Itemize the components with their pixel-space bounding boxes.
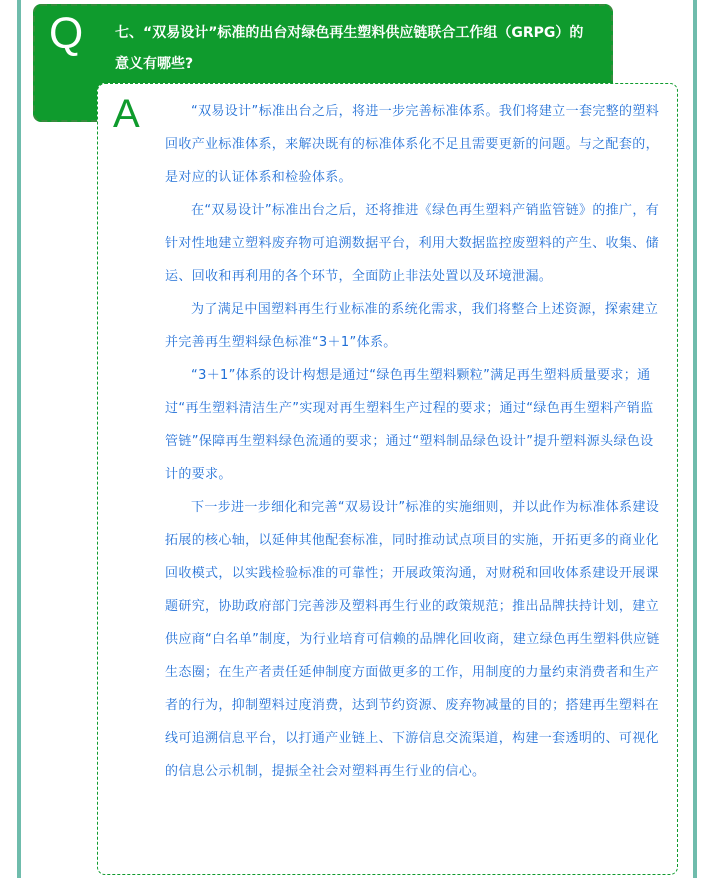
answer-paragraph: “双易设计”标准出台之后，将进一步完善标准体系。我们将建立一套完整的塑料回收产业标准体系，来解决既有的标准体系化不足且需要更新的问题。与之配套的，是对应的认证体系和检验体系。 bbox=[165, 104, 660, 185]
answer-box bbox=[97, 83, 678, 875]
answer-paragraph: 在“双易设计”标准出台之后，还将推进《绿色再生塑料产销监管链》的推广，有针对性地建立塑料废弃物可追溯数据平台，利用大数据监控废塑料的产生、收集、储运、回收和再利用的各个环节，全面防止非法处置以及环境泄漏。 bbox=[165, 203, 660, 284]
answer-letter: A bbox=[113, 92, 140, 136]
answer-body bbox=[165, 95, 661, 788]
question-letter: Q bbox=[49, 9, 84, 58]
answer-paragraph: “3＋1”体系的设计构想是通过“绿色再生塑料颗粒”满足再生塑料质量要求；通过“再生塑料清洁生产”实现对再生塑料生产过程的要求；通过“绿色再生塑料产销监管链”保障再生塑料绿色流通的要求；通过“塑料制品绿色设计”提升塑料源头绿色设计的要求。 bbox=[165, 368, 654, 482]
answer-paragraph: 下一步进一步细化和完善“双易设计”标准的实施细则，并以此作为标准体系建设拓展的核心轴，以延伸其他配套标准，同时推动试点项目的实施，开拓更多的商业化回收模式，以实践检验标准的可靠性；开展政策沟通，对财税和回收体系建设开展课题研究，协助政府部门完善涉及塑料再生行业的政策规范；推出品牌扶持计划，建立供应商“白名单”制度，为行业培育可信赖的品牌化回收商，建立绿色再生塑料供应链生态圈；在生产者责任延伸制度方面做更多的工作，用制度的力量约束消费者和生产者的行为，抑制塑料过度消费，达到节约资源、废弃物减量的目的；搭建再生塑料在线可追溯信息平台，以打通产业链上、下游信息交流渠道，构建一套透明的、可视化的信息公示机制，提振全社会对塑料再生行业的信心。 bbox=[165, 500, 660, 779]
question-text: 七、“双易设计”标准的出台对绿色再生塑料供应链联合工作组（GRPG）的意义有哪些? bbox=[115, 25, 584, 72]
answer-paragraph: 为了满足中国塑料再生行业标准的系统化需求，我们将整合上述资源，探索建立并完善再生塑料绿色标准“3＋1”体系。 bbox=[165, 302, 659, 350]
